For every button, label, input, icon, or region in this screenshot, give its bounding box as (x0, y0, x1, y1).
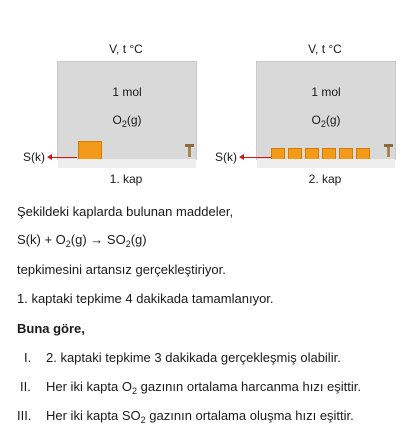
kap1-piston-icon (185, 144, 194, 157)
reaction-equation: $S(k) + O_2(g) \to SO_2(g)$ (17, 232, 147, 249)
kap2-caption: 2. kap (308, 172, 342, 186)
kap2-gas: $O_2(g)$ (311, 113, 341, 129)
kap2-mol: 1 mol (311, 85, 341, 99)
kap1-solid-label: S(k) (23, 150, 45, 164)
statement-line: tepkimesini artansız gerçekleştiriyor. (17, 262, 226, 277)
item-number: I. (24, 350, 32, 365)
kap2-container (256, 61, 396, 160)
kap2-piston-icon (384, 144, 393, 157)
kap1-header: V, t °C (109, 42, 143, 56)
item-iii: III. Her iki kapta $SO_2$ gazının ortalama oluşma hızı eşittir. (17, 408, 354, 425)
kap1-arrow-icon (52, 157, 77, 158)
kap1-container (57, 61, 197, 160)
intro-text: Şekildeki kaplarda bulunan maddeler, (17, 204, 234, 219)
kap2-arrow-icon (244, 157, 271, 158)
question-heading: Buna göre, (17, 321, 85, 336)
kap1-shelf (58, 159, 196, 168)
item-text: Her iki kapta SO (46, 408, 141, 423)
item-number: II. (20, 379, 31, 394)
item-ii: II. Her iki kapta $O_2$ gazının ortalama harcanma hızı eşittir. (20, 379, 361, 396)
kap2-shelf (257, 159, 395, 168)
item-text: 2. kaptaki tepkime 3 dakikada gerçekleşmiş olabilir. (46, 350, 341, 365)
item-text: Her iki kapta O (46, 379, 132, 394)
kap2-solid-label: S(k) (215, 150, 237, 164)
kap1-caption: 1. kap (109, 172, 143, 186)
kap1-gas: $O_2(g)$ (112, 113, 142, 129)
item-i (24, 350, 341, 365)
item-number: III. (17, 408, 32, 423)
kap2-header: V, t °C (308, 42, 342, 56)
kap1-sulfur-block (78, 141, 102, 161)
statement-line-2: 1. kaptaki tepkime 4 dakikada tamamlanıyor. (17, 291, 274, 306)
kap1-mol: 1 mol (112, 85, 142, 99)
